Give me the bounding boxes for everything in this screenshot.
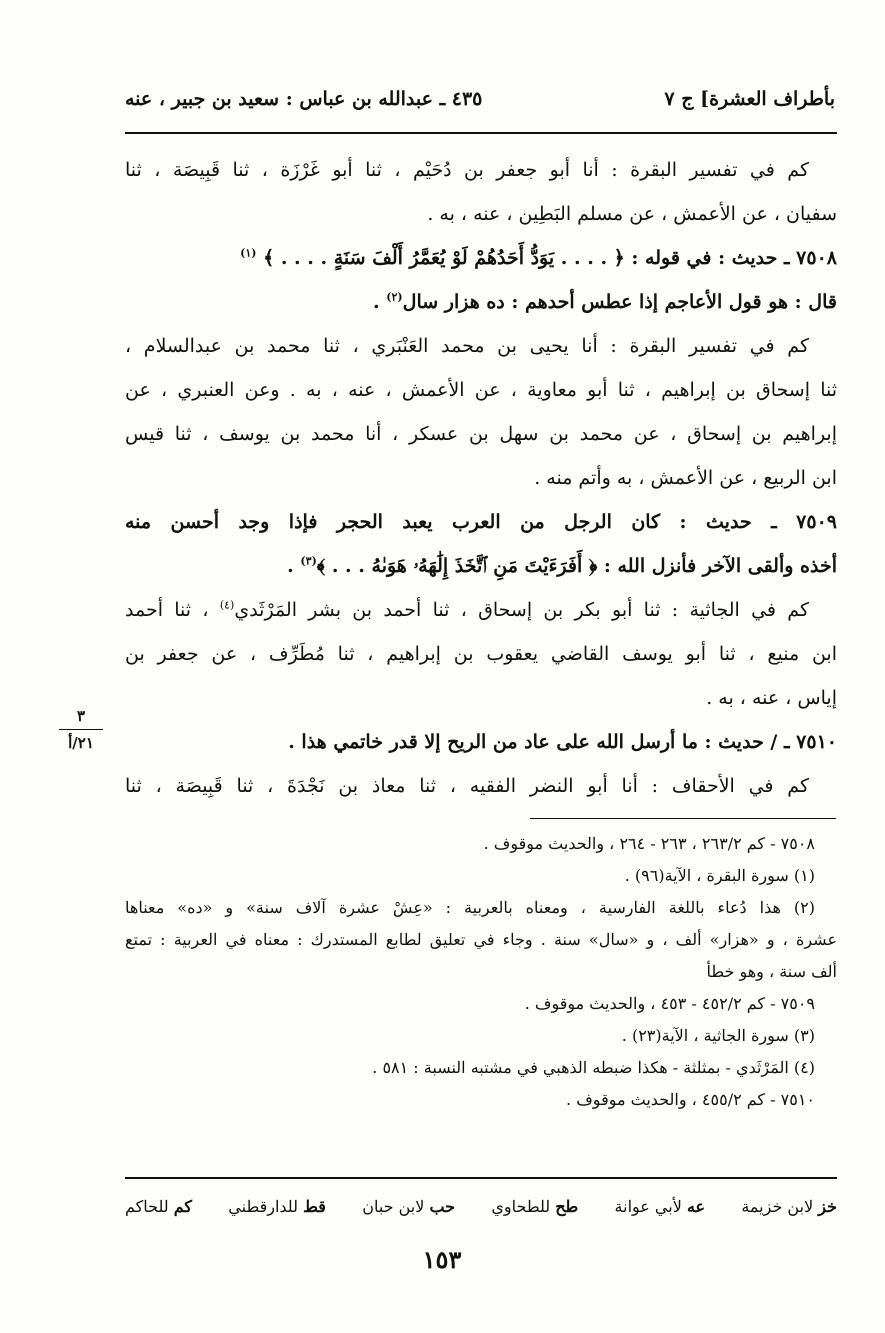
- footnote-ref-3[interactable]: (٣): [300, 554, 317, 568]
- margin-number: ٣: [76, 707, 86, 725]
- text-line: كم في تفسير البقرة : أنا يحيى بن محمد العَنْبَري ، ثنا محمد بن عبدالسلام ،: [125, 335, 809, 357]
- abbreviations-key: [125, 1188, 837, 1224]
- text-line: أخذه وألقى الآخر فأنزل الله : ﴿ أَفَرَءَيْتَ مَنِ ٱتَّخَذَ إِلَٰهَهُۥ هَوَىٰهُ . . . ﴾$^{(٣)}$ .: [287, 554, 837, 577]
- footnote-line: عشرة ، و «هزار» ألف ، و «سال» سنة . وجاء في تعليق لطابع المستدرك : معناه في العربية : تمتع: [125, 930, 837, 949]
- margin-divider: [59, 729, 103, 730]
- text-line: ثنا إسحاق بن إبراهيم ، ثنا أبو معاوية ، عن الأعمش ، عنه ، به . وعن العنبري ، عن: [125, 379, 837, 401]
- abbreviation-item: حب لابن حبان: [362, 1196, 456, 1216]
- footnote-ref-4[interactable]: (٤): [219, 598, 235, 612]
- text-line: إبراهيم بن إسحاق ، عن محمد بن سهل بن عسكر ، أنا محمد بن يوسف ، ثنا قيس: [125, 423, 837, 445]
- footnote-line: ألف سنة ، وهو خطأ: [706, 962, 837, 981]
- text-line: كم في تفسير البقرة : أنا أبو جعفر بن دُحَيْم ، ثنا أبو غَرْزَة ، ثنا قَبِيصَة ، ثنا: [125, 159, 809, 181]
- header-chapter: ٤٣٥ ـ عبدالله بن عباس : سعيد بن جبير ، عنه: [125, 88, 483, 110]
- footnote-line: ٧٥٠٨ - كم ٢٦٣/٢ ، ٢٦٣ - ٢٦٤ ، والحديث موقوف .: [483, 834, 815, 853]
- footnote-divider: [530, 818, 836, 819]
- text-line: كم في الجاثية : ثنا أبو بكر بن إسحاق ، ثنا أحمد بن بشر المَرْثَدي$^{(٤)}$ ، ثنا أحمد: [125, 598, 809, 621]
- footnote-line: (٤) المَرْثَدي - بمثلثة - هكذا ضبطه الذهبي في مشتبه النسبة : ٥٨١ .: [372, 1058, 815, 1077]
- manuscript-folio-note: [56, 706, 106, 753]
- page-number: ١٥٣: [422, 1245, 462, 1274]
- text-line: إياس ، عنه ، به .: [706, 687, 837, 709]
- footnote-line: (١) سورة البقرة ، الآية(٩٦) .: [624, 866, 815, 885]
- abbreviation-item: طح للطحاوي: [491, 1196, 579, 1216]
- abbreviations-divider: [125, 1177, 837, 1179]
- footnote-ref-1[interactable]: (١): [240, 246, 257, 260]
- footnote-line: ٧٥٠٩ - كم ٤٥٢/٢ - ٤٥٣ ، والحديث موقوف .: [524, 994, 815, 1013]
- header-divider: [125, 132, 837, 134]
- main-text: [125, 148, 837, 808]
- margin-folio: ٢١/أ: [68, 734, 94, 752]
- text-line: سفيان ، عن الأعمش ، عن مسلم البَطِين ، عنه ، به .: [427, 203, 837, 225]
- abbreviation-item: خز لابن خزيمة: [741, 1196, 837, 1216]
- header-volume: بأطراف العشرة] ج ٧: [664, 88, 835, 110]
- text-line: قال : هو قول الأعاجم إذا عطس أحدهم : ده هزار سال$^{(٢)}$ .: [373, 290, 837, 313]
- footnote-ref-2[interactable]: (٢): [386, 290, 403, 304]
- abbreviation-item: كم للحاكم: [125, 1196, 192, 1216]
- text-line: ابن الربيع ، عن الأعمش ، به وأتم منه .: [534, 467, 837, 489]
- footnote-line: (٢) هذا دُعاء باللغة الفارسية ، ومعناه بالعربية : «عِشْ عشرة آلاف سنة» و «ده» معناها: [125, 898, 815, 917]
- text-line: كم في الأحقاف : أنا أبو النضر الفقيه ، ثنا معاذ بن نَجْدَةَ ، ثنا قَبِيصَة ، ثنا: [125, 775, 809, 797]
- hadith-7508-heading: ٧٥٠٨ ـ حديث : في قوله : ﴿ . . . . يَوَدُّ أَحَدُهُمْ لَوْ يُعَمَّرُ أَلْفَ سَنَةٍ . . . . ﴾ $^{(١)}$: [240, 246, 837, 269]
- text-line: ابن منيع ، ثنا أبو يوسف القاضي يعقوب بن إبراهيم ، ثنا مُطَرِّف ، عن جعفر بن: [125, 643, 837, 665]
- footnote-line: (٣) سورة الجاثية ، الآية(٢٣) .: [621, 1026, 815, 1045]
- hadith-7510-heading: ٧٥١٠ ـ / حديث : ما أرسل الله على عاد من الريح إلا قدر خاتمي هذا .: [288, 731, 837, 753]
- hadith-7509-heading: ٧٥٠٩ ـ حديث : كان الرجل من العرب يعبد الحجر فإذا وجد أحسن منه: [125, 511, 837, 533]
- abbreviation-item: عه لأبي عوانة: [614, 1196, 706, 1216]
- footnotes: [125, 828, 837, 1116]
- abbreviation-item: قط للدارقطني: [228, 1196, 326, 1216]
- footnote-line: ٧٥١٠ - كم ٤٥٥/٢ ، والحديث موقوف .: [566, 1090, 815, 1109]
- running-header: [125, 82, 835, 116]
